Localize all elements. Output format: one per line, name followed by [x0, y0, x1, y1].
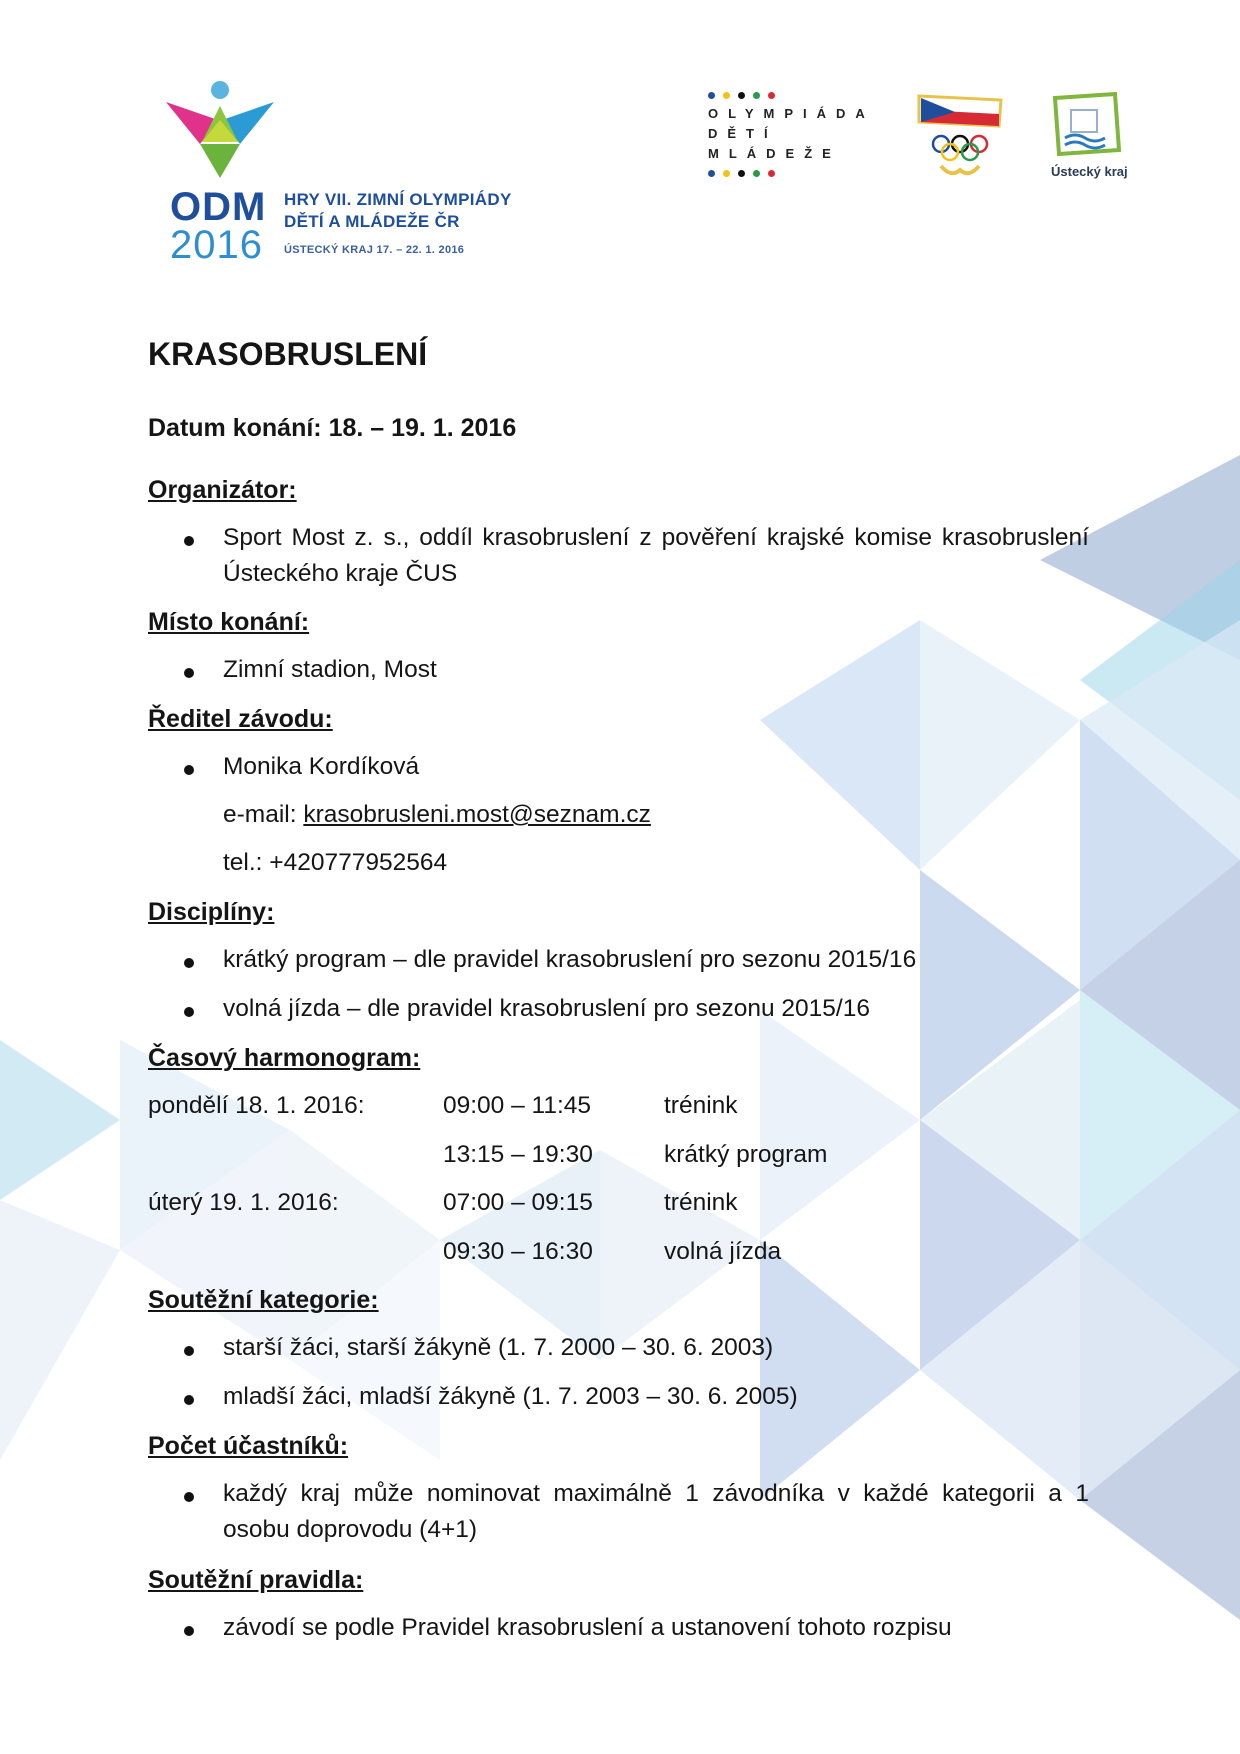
discipline-item: volná jízda – dle pravidel krasobruslení pro sezonu 2015/16 — [223, 995, 870, 1022]
director-heading: Ředitel závodu: — [148, 705, 333, 733]
odm-title-line-2: DĚTÍ A MLÁDEŽE ČR — [284, 212, 460, 231]
dot-5 — [768, 170, 775, 177]
odm-2016-logo — [160, 80, 560, 267]
dot-3 — [738, 170, 745, 177]
director-email-link[interactable]: krasobrusleni.most@seznam.cz — [303, 801, 651, 828]
category-item: mladší žáci, mladší žákyně (1. 7. 2003 – 30. 6. 2005) — [223, 1383, 798, 1410]
ustecky-kraj-logo — [1045, 92, 1128, 187]
document-title: KRASOBRUSLENÍ — [148, 336, 428, 372]
rules-heading: Soutěžní pravidla: — [148, 1566, 364, 1594]
schedule-time: 09:00 – 11:45 — [443, 1092, 592, 1119]
dot-2 — [723, 170, 730, 177]
schedule-day: úterý 19. 1. 2016: — [148, 1189, 339, 1216]
event-date: Datum konání: 18. – 19. 1. 2016 — [148, 414, 517, 442]
schedule-time: 07:00 – 09:15 — [443, 1189, 593, 1216]
olympiada-logo — [708, 92, 888, 187]
rules-text: závodí se podle Pravidel krasobruslení a ustanovení tohoto rozpisu — [223, 1614, 952, 1641]
schedule-activity: trénink — [664, 1189, 738, 1216]
category-item: starší žáci, starší žákyně (1. 7. 2000 – 30. 6. 2003) — [223, 1334, 774, 1361]
organizer-heading: Organizátor: — [148, 476, 297, 504]
venue-heading: Místo konání: — [148, 608, 310, 636]
dot-1 — [708, 92, 715, 99]
dot-2 — [723, 92, 730, 99]
dot-4 — [753, 170, 760, 177]
star-figure-icon — [160, 80, 280, 180]
odm-title-line-1: HRY VII. ZIMNÍ OLYMPIÁDY — [284, 190, 512, 209]
odm-abbreviation: ODM — [170, 185, 267, 229]
czech-olympic-committee-logo — [915, 92, 1005, 184]
olympiada-line-3: MLÁDEŽE — [708, 146, 841, 161]
color-dots-top — [708, 92, 775, 99]
dot-1 — [708, 170, 715, 177]
dot-4 — [753, 92, 760, 99]
director-phone: tel.: +420777952564 — [223, 849, 448, 876]
categories-heading: Soutěžní kategorie: — [148, 1286, 379, 1314]
odm-subtitle: ÚSTECKÝ KRAJ 17. – 22. 1. 2016 — [284, 244, 465, 256]
schedule-heading: Časový harmonogram: — [148, 1044, 421, 1072]
venue-text: Zimní stadion, Most — [223, 656, 437, 683]
olympiada-line-1: OLYMPIÁDA — [708, 106, 875, 121]
color-dots-bottom — [708, 170, 775, 177]
director-name: Monika Kordíková — [223, 753, 420, 780]
participants-heading: Počet účastníků: — [148, 1432, 349, 1460]
schedule-activity: trénink — [664, 1092, 738, 1119]
schedule-day: pondělí 18. 1. 2016: — [148, 1092, 365, 1119]
discipline-item: krátký program – dle pravidel krasobruslení pro sezonu 2015/16 — [223, 946, 917, 973]
schedule-time: 13:15 – 19:30 — [443, 1141, 593, 1168]
olympiada-line-2: DĚTÍ — [708, 126, 778, 141]
director-email-line — [223, 797, 651, 833]
participants-text: každý kraj může nominovat maximálně 1 závodníka v každé kategorii a 1 osobu doprovodu (4+1) — [223, 1480, 1089, 1543]
schedule-activity: krátký program — [664, 1141, 828, 1168]
organizer-text: Sport Most z. s., oddíl krasobruslení z pověření krajské komise krasobruslení Ústeckého kraje ČUS — [223, 524, 1089, 587]
castle-wave-icon — [1049, 92, 1121, 160]
kraj-label: Ústecký kraj — [1051, 164, 1128, 179]
odm-year: 2016 — [170, 223, 263, 267]
schedule-activity: volná jízda — [664, 1238, 782, 1265]
disciplines-heading: Disciplíny: — [148, 898, 275, 926]
dot-5 — [768, 92, 775, 99]
email-label: e-mail: — [223, 801, 297, 828]
schedule-time: 09:30 – 16:30 — [443, 1238, 593, 1265]
dot-3 — [738, 92, 745, 99]
